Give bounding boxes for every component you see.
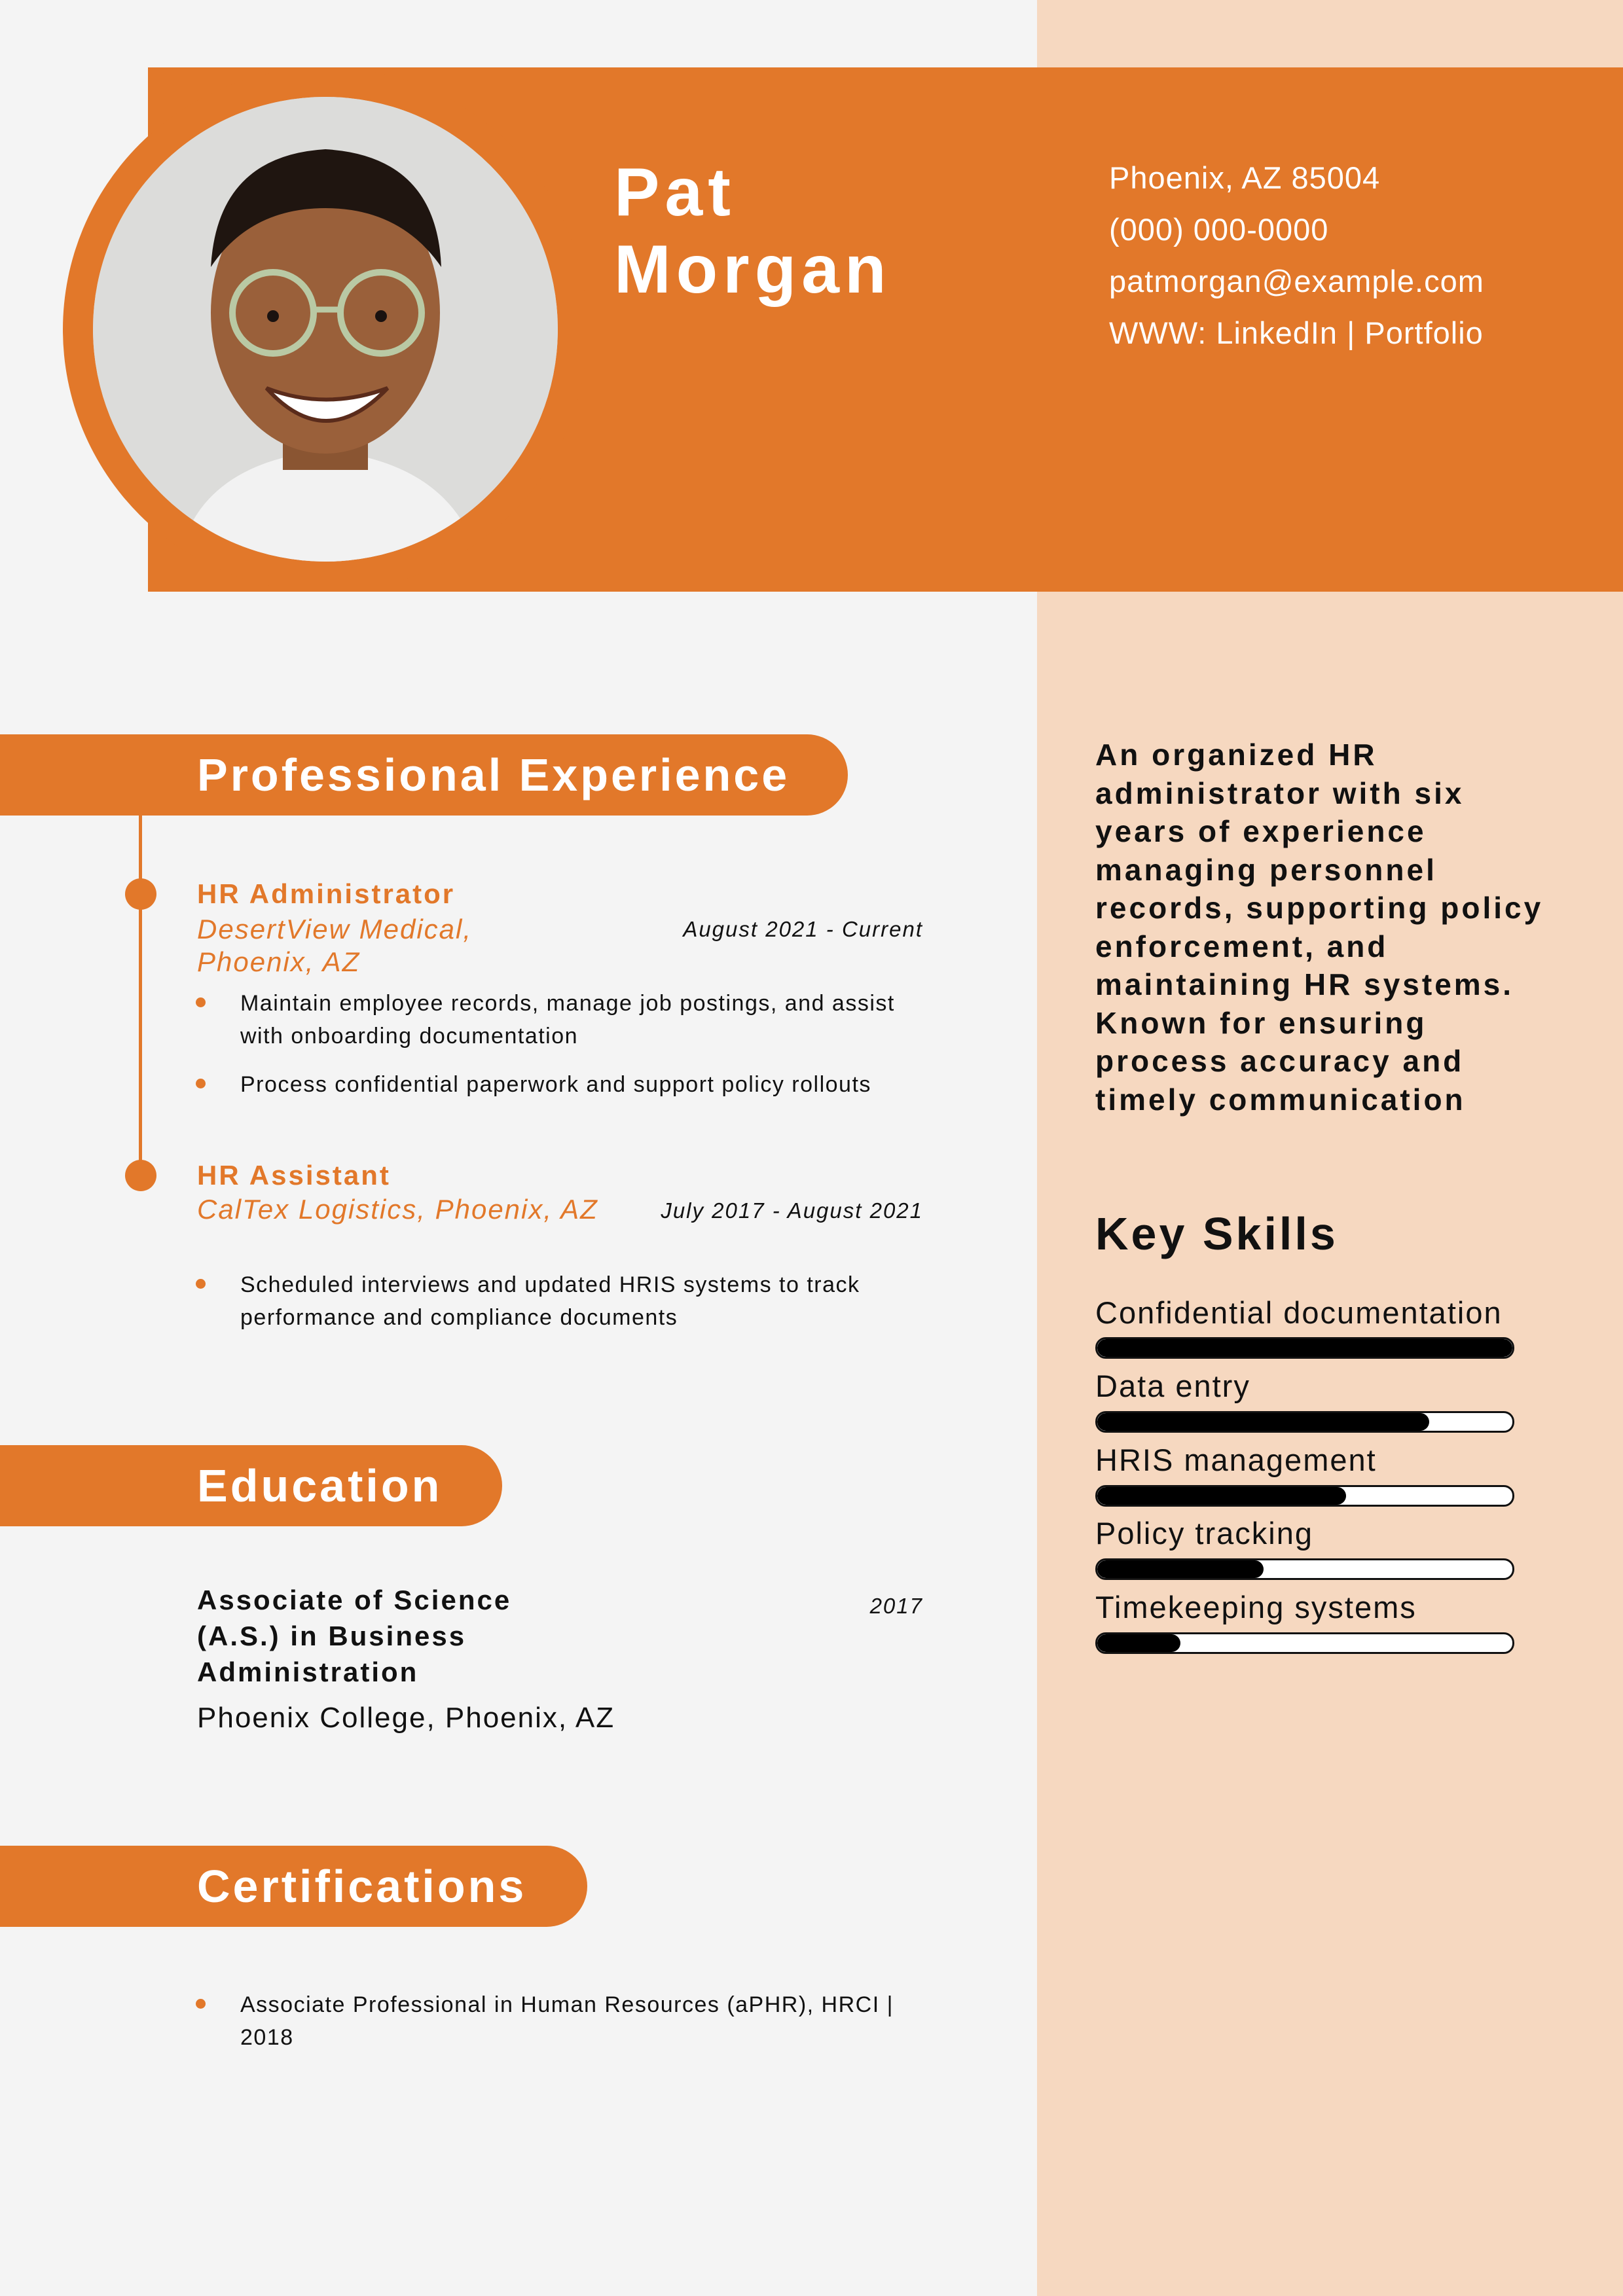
job-dates: August 2021 - Current [683, 917, 923, 941]
education-degree: Associate of Science (A.S.) in Business Administration [197, 1585, 512, 1687]
profile-photo-illustration [93, 97, 558, 562]
bullet-dot [196, 997, 206, 1007]
skills-heading: Key Skills [1095, 1208, 1338, 1259]
education-school: Phoenix College, Phoenix, AZ [197, 1702, 615, 1734]
job-title: HR Administrator [197, 878, 456, 909]
candidate-name [614, 154, 892, 308]
bullet-dot [196, 1079, 206, 1088]
skill-label: Policy tracking [1095, 1516, 1313, 1551]
skill-bar [1095, 1337, 1514, 1359]
experience-heading: Professional Experience [197, 749, 790, 800]
job-bullet: Process confidential paperwork and support policy rollouts [240, 1072, 871, 1097]
skill-label: Data entry [1095, 1369, 1250, 1403]
skill-bar [1095, 1632, 1514, 1654]
skill-bar [1095, 1558, 1514, 1580]
education-year: 2017 [869, 1594, 923, 1618]
contact-email[interactable]: patmorgan@example.com [1109, 264, 1484, 298]
skill-bar [1095, 1485, 1514, 1507]
timeline-dot [125, 1160, 156, 1191]
skill-bar-fill [1097, 1560, 1264, 1578]
contact-web-links[interactable]: WWW: LinkedIn | Portfolio [1109, 315, 1484, 350]
first-name: Pat [614, 154, 736, 230]
certifications-heading: Certifications [197, 1861, 527, 1912]
skill-label: HRIS management [1095, 1443, 1377, 1477]
job-title: HR Assistant [197, 1160, 391, 1191]
job-company: DesertView Medical, Phoenix, AZ [197, 914, 473, 977]
skill-bar [1095, 1411, 1514, 1433]
contact-address: Phoenix, AZ 85004 [1109, 160, 1381, 195]
skill-bar-fill [1097, 1339, 1512, 1357]
bullet-dot [196, 1279, 206, 1289]
skill-label: Timekeeping systems [1095, 1590, 1417, 1624]
contact-phone: (000) 000-0000 [1109, 212, 1329, 247]
job-bullet: Maintain employee records, manage job postings, and assist with onboarding documentation [240, 991, 895, 1049]
contact-block [1109, 152, 1484, 359]
job-bullet: Scheduled interviews and updated HRIS systems to track performance and compliance documents [240, 1272, 860, 1330]
certification-item: Associate Professional in Human Resources (aPHR), HRCI | 2018 [240, 1992, 894, 2050]
education-heading: Education [197, 1460, 443, 1511]
skill-bar-fill [1097, 1413, 1429, 1431]
skill-bar-fill [1097, 1487, 1346, 1505]
professional-summary: An organized HR administrator with six years of experience managing personnel records, supporting policy enforcement, and maintaining HR systems. Known for ensuring process accuracy and timely communication [1095, 738, 1544, 1117]
job-company: CalTex Logistics, Phoenix, AZ [197, 1194, 598, 1225]
job-dates: July 2017 - August 2021 [661, 1198, 923, 1223]
bullet-dot [196, 1999, 206, 2009]
timeline-line [139, 816, 142, 1175]
profile-photo [93, 97, 558, 562]
skill-label: Confidential documentation [1095, 1295, 1503, 1330]
skill-bar-fill [1097, 1634, 1180, 1652]
timeline-dot [125, 878, 156, 910]
last-name: Morgan [614, 232, 892, 308]
